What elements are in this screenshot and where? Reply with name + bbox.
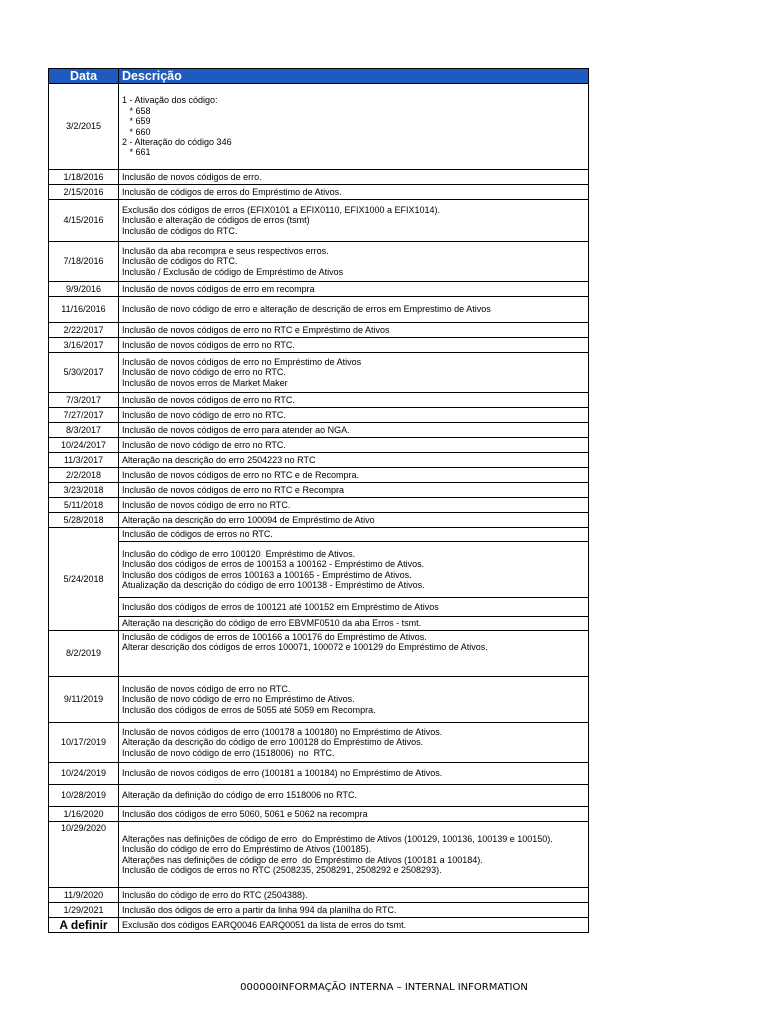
row-date: A definir — [49, 918, 119, 933]
row-date: 7/27/2017 — [49, 408, 119, 423]
table-row — [49, 763, 589, 785]
row-description: Inclusão de códigos de erros de 100166 a 100176 do Empréstimo de Ativos. Alterar descrição dos códigos de erros 100071, 100072 e 100129 do Empréstimo de Ativos. — [119, 631, 589, 677]
row-date: 10/24/2017 — [49, 438, 119, 453]
table-row — [49, 453, 589, 468]
table-row — [49, 468, 589, 483]
table-row — [49, 528, 589, 542]
row-description: 1 - Ativação dos código: * 658 * 659 * 660 2 - Alteração do código 346 * 661 — [119, 84, 589, 170]
row-description: Inclusão da aba recompra e seus respectivos erros. Inclusão de códigos do RTC. Inclusão / Exclusão de código de Empréstimo de Ativos — [119, 242, 589, 282]
row-description: Inclusão de novos códigos de erro em recompra — [119, 282, 589, 297]
revision-history-table — [48, 68, 589, 933]
table-row — [49, 785, 589, 807]
row-description: Inclusão de novos códigos de erro no RTC e Empréstimo de Ativos — [119, 323, 589, 338]
row-date: 3/16/2017 — [49, 338, 119, 353]
row-description: Inclusão de novos códigos de erro para atender ao NGA. — [119, 423, 589, 438]
table-row — [49, 242, 589, 282]
row-description: Inclusão de novos códigos de erro no RTC. — [119, 393, 589, 408]
row-date: 11/9/2020 — [49, 888, 119, 903]
row-date: 7/18/2016 — [49, 242, 119, 282]
table-row — [49, 888, 589, 903]
row-description: Inclusão de novos códigos de erro no RTC e Recompra — [119, 483, 589, 498]
description-column-header: Descrição — [119, 69, 589, 84]
table-row — [49, 513, 589, 528]
row-description: Exclusão dos códigos de erros (EFIX0101 a EFIX0110, EFIX1000 a EFIX1014). Inclusão e alteração de códigos de erros (tsmt) Inclusão de códigos do RTC. — [119, 200, 589, 242]
table-row — [49, 200, 589, 242]
row-description: Alterações nas definições de código de erro do Empréstimo de Ativos (100129, 100136, 100139 e 100150). Inclusão do código de erro do Empréstimo de Ativos (100185). Alterações nas definições de código de erro do Empréstimo de Ativos (100181 a 100184). Inclusão de códigos de erros no RTC (2508235, 2508291, 2508292 e 2508293). — [119, 822, 589, 888]
row-description: Inclusão de novos códigos de erro no Empréstimo de Ativos Inclusão de novo código de erro no RTC. Inclusão de novos erros de Market Maker — [119, 353, 589, 393]
row-description: Inclusão dos códigos de erros de 100121 até 100152 em Empréstimo de Ativos — [119, 598, 589, 617]
table-row — [49, 617, 589, 631]
table-row — [49, 483, 589, 498]
row-description: Inclusão de novo código de erro no RTC. — [119, 438, 589, 453]
row-date: 1/18/2016 — [49, 170, 119, 185]
row-date: 4/15/2016 — [49, 200, 119, 242]
table-row — [49, 170, 589, 185]
row-date: 5/11/2018 — [49, 498, 119, 513]
classification-footer: 000000INFORMAÇÃO INTERNA – INTERNAL INFORMATION — [240, 982, 528, 993]
row-description: Inclusão de novo código de erro no RTC. — [119, 408, 589, 423]
row-description: Inclusão de novos código de erro no RTC. Inclusão de novo código de erro no Empréstimo de Ativos. Inclusão dos códigos de erros de 5055 até 5059 em Recompra. — [119, 677, 589, 723]
row-description: Inclusão de novos códigos de erro no RTC. — [119, 338, 589, 353]
row-description: Inclusão de novos códigos de erro no RTC e de Recompra. — [119, 468, 589, 483]
table-row — [49, 297, 589, 323]
row-date: 8/3/2017 — [49, 423, 119, 438]
table-row — [49, 723, 589, 763]
row-description: Inclusão de códigos de erros do Empréstimo de Ativos. — [119, 185, 589, 200]
table-header-row — [49, 69, 589, 84]
row-description: Alteração na descrição do código de erro EBVMF0510 da aba Erros - tsmt. — [119, 617, 589, 631]
row-date: 3/2/2015 — [49, 84, 119, 170]
date-column-header: Data — [49, 69, 119, 84]
table-row — [49, 631, 589, 677]
table-row — [49, 282, 589, 297]
table-row — [49, 903, 589, 918]
row-date: 8/2/2019 — [49, 631, 119, 677]
table-row — [49, 542, 589, 598]
row-description: Inclusão de novos códigos de erro. — [119, 170, 589, 185]
row-date: 10/29/2020 — [49, 822, 119, 888]
table-row — [49, 677, 589, 723]
table-row — [49, 408, 589, 423]
table-row — [49, 807, 589, 822]
table-row — [49, 185, 589, 200]
row-description: Inclusão de novos códigos de erro (100181 a 100184) no Empréstimo de Ativos. — [119, 763, 589, 785]
row-date: 10/17/2019 — [49, 723, 119, 763]
row-date: 9/9/2016 — [49, 282, 119, 297]
table-row — [49, 498, 589, 513]
row-description: Exclusão dos códigos EARQ0046 EARQ0051 da lista de erros do tsmt. — [119, 918, 589, 933]
row-date: 10/28/2019 — [49, 785, 119, 807]
row-date: 9/11/2019 — [49, 677, 119, 723]
row-date: 2/15/2016 — [49, 185, 119, 200]
row-description: Inclusão dos códigos de erro 5060, 5061 e 5062 na recompra — [119, 807, 589, 822]
row-description: Alteração na descrição do erro 100094 de Empréstimo de Ativo — [119, 513, 589, 528]
table-row — [49, 84, 589, 170]
table-row — [49, 822, 589, 888]
row-description: Alteração da definição do código de erro 1518006 no RTC. — [119, 785, 589, 807]
row-description: Alteração na descrição do erro 2504223 no RTC — [119, 453, 589, 468]
row-description: Inclusão do código de erro do RTC (2504388). — [119, 888, 589, 903]
row-description: Inclusão de códigos de erros no RTC. — [119, 528, 589, 542]
table-row — [49, 918, 589, 933]
table-row — [49, 323, 589, 338]
row-description: Inclusão do código de erro 100120 Empréstimo de Ativos. Inclusão dos códigos de erros de 100153 a 100162 - Empréstimo de Ativos. Inclusão dos códigos de erros 100163 a 100165 - Empréstimo de Ativos. Atualização da descrição do código de erro 100138 - Empréstimo de Ativos. — [119, 542, 589, 598]
table-row — [49, 598, 589, 617]
row-date: 2/22/2017 — [49, 323, 119, 338]
row-date: 1/29/2021 — [49, 903, 119, 918]
row-date: 11/16/2016 — [49, 297, 119, 323]
table-row — [49, 393, 589, 408]
row-date: 5/24/2018 — [49, 528, 119, 631]
row-date: 1/16/2020 — [49, 807, 119, 822]
row-date: 3/23/2018 — [49, 483, 119, 498]
row-date: 5/28/2018 — [49, 513, 119, 528]
row-description: Inclusão dos ódigos de erro a partir da linha 994 da planilha do RTC. — [119, 903, 589, 918]
row-description: Inclusão de novo código de erro e alteração de descrição de erros em Emprestimo de Ativos — [119, 297, 589, 323]
row-date: 2/2/2018 — [49, 468, 119, 483]
table-row — [49, 423, 589, 438]
table-row — [49, 353, 589, 393]
row-date: 10/24/2019 — [49, 763, 119, 785]
table-row — [49, 338, 589, 353]
row-description: Inclusão de novos códigos de erro (100178 a 100180) no Empréstimo de Ativos. Alteração da descrição do código de erro 100128 do Empréstimo de Ativos. Inclusão de novo código de erro (1518006) no RTC. — [119, 723, 589, 763]
row-date: 5/30/2017 — [49, 353, 119, 393]
row-description: Inclusão de novos código de erro no RTC. — [119, 498, 589, 513]
table-row — [49, 438, 589, 453]
row-date: 7/3/2017 — [49, 393, 119, 408]
row-date: 11/3/2017 — [49, 453, 119, 468]
